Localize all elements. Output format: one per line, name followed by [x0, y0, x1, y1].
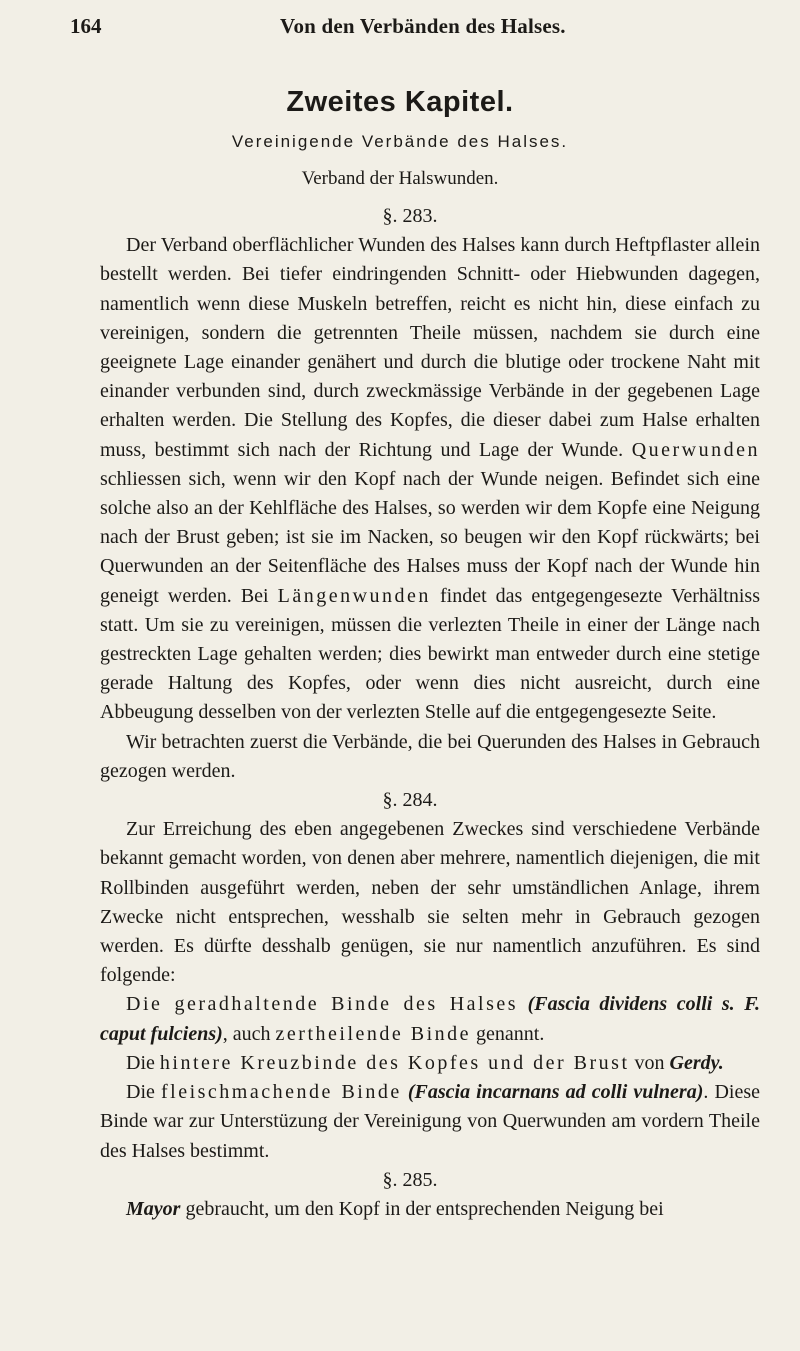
bandage-item-3: Die fleischmachende Binde (Fascia incarnans ad colli vulnera). Diese Binde war zur Unterstüzung der Vereinigung von Querwunden am vordern Theile des Halses bestimmt. — [100, 1081, 761, 1162]
section-285-number: §. 285. — [382, 1168, 438, 1191]
section-285-paragraph-1: Mayor gebraucht, um den Kopf in der entsprechenden Neigung bei — [126, 1197, 664, 1220]
section-283-number: §. 283. — [382, 205, 438, 227]
bandage-item-2: Die hintere Kreuzbinde des Kopfes und der Brust von Gerdy. — [126, 1051, 724, 1074]
chapter-title: Zweites Kapitel. — [286, 86, 514, 118]
emphasis-laengenwunden: Längenwunden — [277, 584, 431, 607]
chapter-subtitle: Vereinigende Verbände des Halses. — [231, 132, 569, 151]
main-text — [100, 202, 760, 1224]
section-284-paragraph-1: Zur Erreichung des eben angegebenen Zweckes sind verschiedene Verbände bekannt gemacht worden, von denen aber mehrere, namentlich diejenigen, die mit Rollbinden ausgeführt werden, neben der sehr umständlichen Anlage, ihrem Zwecke nicht entsprechen, wesshalb sie selten mehr in Gebrauch gezogen werden. Es dürfte desshalb genügen, sie nur namentlich anzuführen. Es sind folgende: — [100, 818, 760, 987]
section-283-paragraph-2: Wir betrachten zuerst die Verbände, die bei Querunden des Halses in Gebrauch gezogen werden. — [100, 730, 760, 782]
page-number: 164 — [70, 14, 102, 38]
page-header — [70, 8, 760, 42]
section-283-paragraph-1: Der Verband oberflächlicher Wunden des Halses kann durch Heftpflaster allein bestellt werden. Bei tiefer eindringenden Schnitt- oder Hiebwunden dagegen, namentlich wenn diese Muskeln betreffen, reicht es nicht hin, diese einfach zu vereinigen, sondern die getrennten Theile müssen, nachdem sie durch eine geeignete Lage einander genähert und durch die blutige oder trockene Naht mit einander verbunden sind, durch zweckmässige Verbände in der gegebenen Lage erhalten werden. Die Stellung des Kopfes, die dieser dabei zum Halse erhalten muss, bestimmt sich nach der Richtung und Lage der Wunde. Querwunden schliessen sich, wenn wir den Kopf nach der Wunde neigen. Befindet sich eine solche also an der Kehlfläche des Halses, so werden wir dem Kopfe eine Neigung nach der Brust geben; ist sie im Nacken, so beugen wir den Kopf rückwärts; bei Querwunden an der Seitenfläche des Halses muss der Kopf nach der Wunde hin geneigt werden. Bei Längenwunden findet das entgegengesezte Verhältniss statt. Um sie zu vereinigen, müssen die verlezten Theile in einer der Länge nach gestreckten Lage gehalten werden; dies bewirkt man entweder durch eine stetige gerade Haltung des Kopfes, oder wenn dies nicht ausreicht, durch eine Abbeugung desselben von der verlezten Stelle auf die entgegengesezte Seite. — [100, 234, 761, 724]
running-title: Von den Verbänden des Halses. — [280, 14, 566, 38]
section-284-number: §. 284. — [382, 789, 438, 812]
section-title: Verband der Halswunden. — [301, 168, 499, 189]
emphasis-querwunden: Querwunden — [631, 438, 761, 461]
bandage-item-1: Die geradhaltende Binde des Halses (Fascia dividens colli s. F. caput fulciens), auch zertheilende Binde genannt. — [100, 993, 760, 1045]
